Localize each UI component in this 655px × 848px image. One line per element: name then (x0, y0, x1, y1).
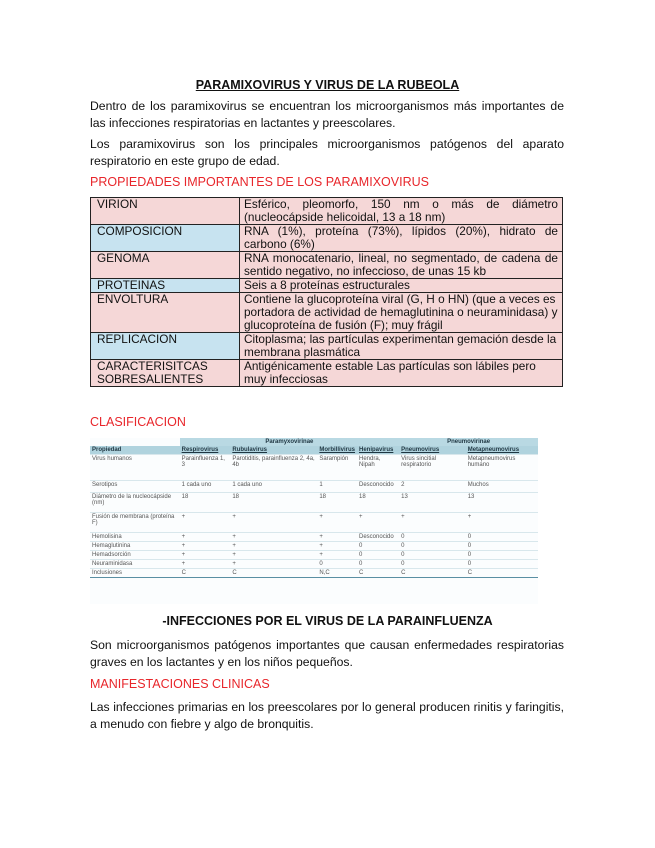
group-header-empty (90, 438, 180, 446)
properties-row (91, 333, 563, 360)
table-cell: + (180, 551, 231, 560)
table-cell: 0 (466, 533, 538, 542)
table-cell: 0 (399, 533, 466, 542)
page-title: PARAMIXOVIRUS Y VIRUS DE LA RUBEOLA (195, 78, 460, 92)
table-row (90, 493, 538, 513)
table-cell: 2 (399, 481, 466, 493)
property-key: PROTEINAS (91, 279, 240, 293)
table-cell: 1 cada uno (180, 481, 231, 493)
table-cell: 18 (317, 493, 357, 513)
properties-table (90, 197, 563, 387)
table-cell: Desconocido (357, 481, 399, 493)
table-cell: Sarampión (317, 455, 357, 481)
table-cell: + (230, 560, 317, 569)
table-cell: + (180, 533, 231, 542)
table-cell: + (317, 542, 357, 551)
table-cell: 1 (317, 481, 357, 493)
properties-row (91, 279, 563, 293)
table-cell: 0 (466, 542, 538, 551)
table-cell: Hemolisina (90, 533, 180, 542)
table-cell: 0 (317, 560, 357, 569)
table-cell: Muchos (466, 481, 538, 493)
table-cell: Diámetro de la nucleocápside (nm) (90, 493, 180, 513)
property-value: RNA monocatenario, lineal, no segmentado, de cadena de sentido negativo, no infeccioso, de unas 15 kb (240, 252, 563, 279)
table-cell: 0 (466, 551, 538, 560)
table-cell: 0 (357, 542, 399, 551)
column-header: Metapneumovirus (466, 446, 538, 455)
group-header-paramyxovirinae: Paramyxovirinae (180, 438, 400, 446)
table-cell: Hemaglutinina (90, 542, 180, 551)
table-row (90, 455, 538, 481)
table-cell: Inclusiones (90, 569, 180, 578)
table-row (90, 481, 538, 493)
table-cell: Hendra, Nipah (357, 455, 399, 481)
table-cell: C (230, 569, 317, 578)
property-key: ENVOLTURA (91, 293, 240, 333)
properties-row (91, 198, 563, 225)
table-cell: + (180, 513, 231, 533)
table-cell: Fusión de membrana (proteína F) (90, 513, 180, 533)
classification-table-image (90, 438, 538, 604)
table-cell: + (180, 560, 231, 569)
section-title: -INFECCIONES POR EL VIRUS DE LA PARAINFLUENZA (162, 614, 493, 628)
property-value: Esférico, pleomorfo, 150 nm o más de diámetro (nucleocápside helicoidal, 13 a 18 nm) (240, 198, 563, 225)
table-cell: 1 cada uno (230, 481, 317, 493)
table-cell: 0 (399, 542, 466, 551)
table-cell: + (180, 542, 231, 551)
manifestations-heading: MANIFESTACIONES CLINICAS (90, 677, 270, 691)
table-cell: Desconocido (357, 533, 399, 542)
property-key: COMPOSICION (91, 225, 240, 252)
table-cell: Virus humanos (90, 455, 180, 481)
table-cell: C (180, 569, 231, 578)
table-row (90, 560, 538, 569)
section-paragraph: Son microorganismos patógenos importantes que causan enfermedades respiratorias graves en los lactantes y en los niños pequeños. (90, 638, 564, 669)
column-header: Rubulavirus (230, 446, 317, 455)
table-cell: Metapneumovirus humano (466, 455, 538, 481)
property-value: Citoplasma; las partículas experimentan gemación desde la membrana plasmática (240, 333, 563, 360)
properties-row (91, 293, 563, 333)
properties-row (91, 225, 563, 252)
table-cell: 0 (466, 560, 538, 569)
table-cell: Parotiditis, parainfluenza 2, 4a, 4b (230, 455, 317, 481)
table-cell: Parainfluenza 1, 3 (180, 455, 231, 481)
table-cell: + (399, 513, 466, 533)
table-cell: Serotipos (90, 481, 180, 493)
classification-table (90, 438, 538, 578)
table-row (90, 569, 538, 578)
table-cell: N,C (317, 569, 357, 578)
group-header-pneumovirinae: Pneumovirinae (399, 438, 538, 446)
properties-heading: PROPIEDADES IMPORTANTES DE LOS PARAMIXOVIRUS (90, 175, 429, 189)
table-cell: + (230, 533, 317, 542)
property-key: REPLICACION (91, 333, 240, 360)
column-header: Henipavirus (357, 446, 399, 455)
table-cell: C (466, 569, 538, 578)
table-cell: 0 (399, 560, 466, 569)
table-cell: + (230, 513, 317, 533)
column-header: Respirovirus (180, 446, 231, 455)
table-cell: + (230, 542, 317, 551)
properties-row (91, 252, 563, 279)
column-header: Morbillivirus (319, 447, 356, 453)
table-cell: 0 (357, 551, 399, 560)
table-row (90, 542, 538, 551)
table-cell: + (357, 513, 399, 533)
column-header: Pneumovirus (399, 446, 466, 455)
table-cell: 18 (357, 493, 399, 513)
table-cell: 13 (399, 493, 466, 513)
table-cell: Neuraminidasa (90, 560, 180, 569)
property-key: VIRION (91, 198, 240, 225)
intro-paragraph-1: Dentro de los paramixovirus se encuentran los microorganismos más importantes de las infecciones respiratorias en lactantes y preescolares. (90, 99, 564, 130)
table-cell: 13 (466, 493, 538, 513)
table-cell: 18 (180, 493, 231, 513)
table-cell: C (399, 569, 466, 578)
property-value: Antigénicamente estable Las partículas son lábiles pero muy infecciosas (240, 360, 563, 387)
column-header: Propiedad (90, 446, 180, 455)
table-cell: 0 (357, 560, 399, 569)
column-header-row (90, 446, 538, 455)
table-row (90, 533, 538, 542)
table-cell: + (317, 533, 357, 542)
manifestations-paragraph: Las infecciones primarias en los preescolares por lo general producen rinitis y faringitis, a menudo con fiebre y algo de bronquitis. (90, 700, 564, 731)
table-row (90, 551, 538, 560)
property-key: GENOMA (91, 252, 240, 279)
classification-heading: CLASIFICACION (90, 415, 186, 429)
intro-paragraph-2: Los paramixovirus son los principales microorganismos patógenos del aparato respiratorio en este grupo de edad. (90, 137, 564, 168)
table-cell: + (466, 513, 538, 533)
table-row (90, 513, 538, 533)
table-cell: 0 (399, 551, 466, 560)
property-key: CARACTERISITCAS SOBRESALIENTES (91, 360, 240, 387)
properties-row (91, 360, 563, 387)
table-cell: + (317, 551, 357, 560)
property-value: Seis a 8 proteínas estructurales (240, 279, 563, 293)
table-cell: + (317, 513, 357, 533)
table-cell: Hemadsorción (90, 551, 180, 560)
property-value: RNA (1%), proteína (73%), lípidos (20%), hidrato de carbono (6%) (240, 225, 563, 252)
property-value: Contiene la glucoproteína viral (G, H o HN) (que a veces es portadora de actividad de hemaglutinina o neuraminidasa) y glucoproteína de fusión (F); muy frágil (240, 293, 563, 333)
table-cell: C (357, 569, 399, 578)
table-cell: Virus sincitial respiratorio (399, 455, 466, 481)
table-cell: + (230, 551, 317, 560)
table-cell: 18 (230, 493, 317, 513)
group-header-row (90, 438, 538, 446)
